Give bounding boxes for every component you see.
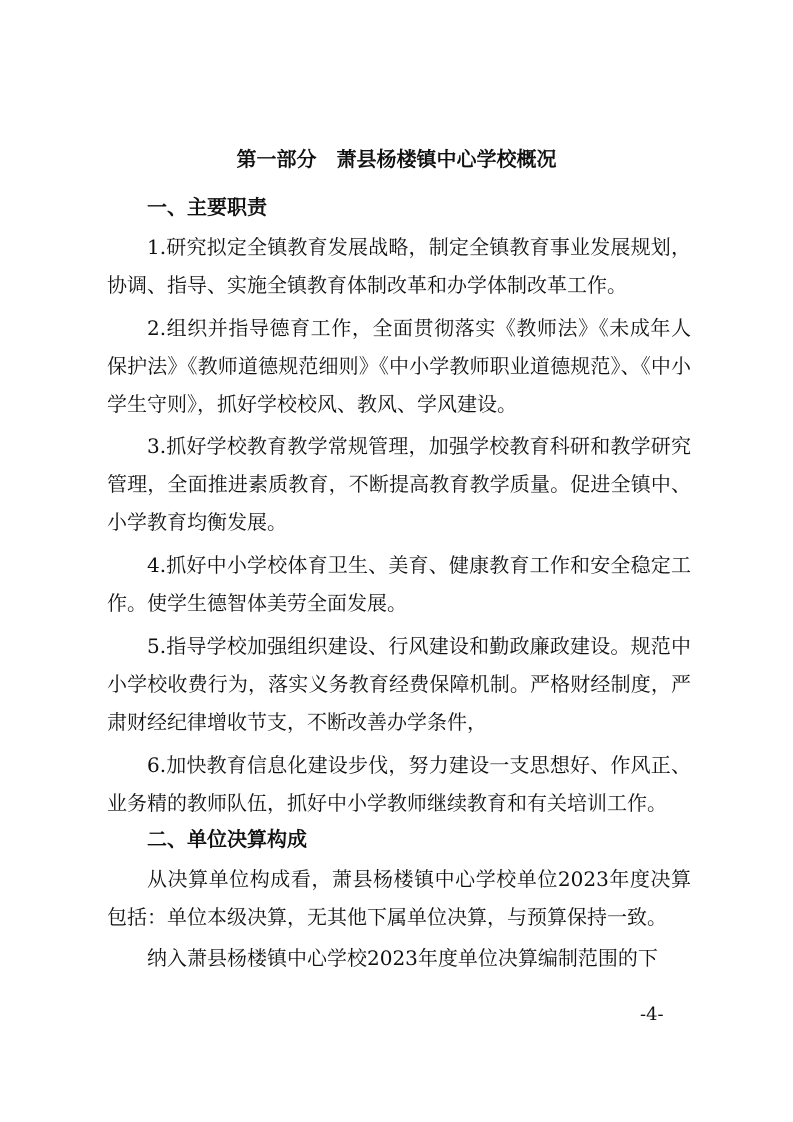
duty-paragraph-3: 3.抓好学校教育教学常规管理，加强学校教育科研和教学研究管理，全面推进素质教育，不断提高教育教学质量。促进全镇中、小学教育均衡发展。 [107, 434, 691, 534]
page-number: -4- [640, 1004, 664, 1025]
duty-paragraph-2: 2.组织并指导德育工作，全面贯彻落实《教师法》《未成年人保护法》《教师道德规范细则》《中小学教师职业道德规范》、《中小学生守则》，抓好学校校风、教风、学风建设。 [107, 316, 691, 416]
page-title: 第一部分 萧县杨楼镇中心学校概况 [236, 147, 557, 171]
section-heading-unit-composition: 二、单位决算构成 [147, 827, 307, 851]
composition-paragraph-2: 纳入萧县杨楼镇中心学校2023年度单位决算编制范围的下 [147, 946, 658, 970]
duty-paragraph-4: 4.抓好中小学校体育卫生、美育、健康教育工作和安全稳定工作。使学生德智体美劳全面发展。 [107, 553, 691, 615]
duty-paragraph-5: 5.指导学校加强组织建设、行风建设和勤政廉政建设。规范中小学校收费行为，落实义务教育经费保障机制。严格财经制度，严肃财经纪律增收节支，不断改善办学条件， [107, 634, 691, 734]
duty-paragraph-1: 1.研究拟定全镇教育发展战略，制定全镇教育事业发展规划，协调、指导、实施全镇教育体制改革和办学体制改革工作。 [107, 235, 691, 297]
duty-paragraph-6: 6.加快教育信息化建设步伐，努力建设一支思想好、作风正、业务精的教师队伍，抓好中小学教师继续教育和有关培训工作。 [107, 753, 691, 815]
composition-paragraph-1: 从决算单位构成看，萧县杨楼镇中心学校单位2023年度决算包括：单位本级决算，无其他下属单位决算，与预算保持一致。 [107, 867, 691, 929]
section-heading-main-duties: 一、主要职责 [147, 195, 267, 219]
